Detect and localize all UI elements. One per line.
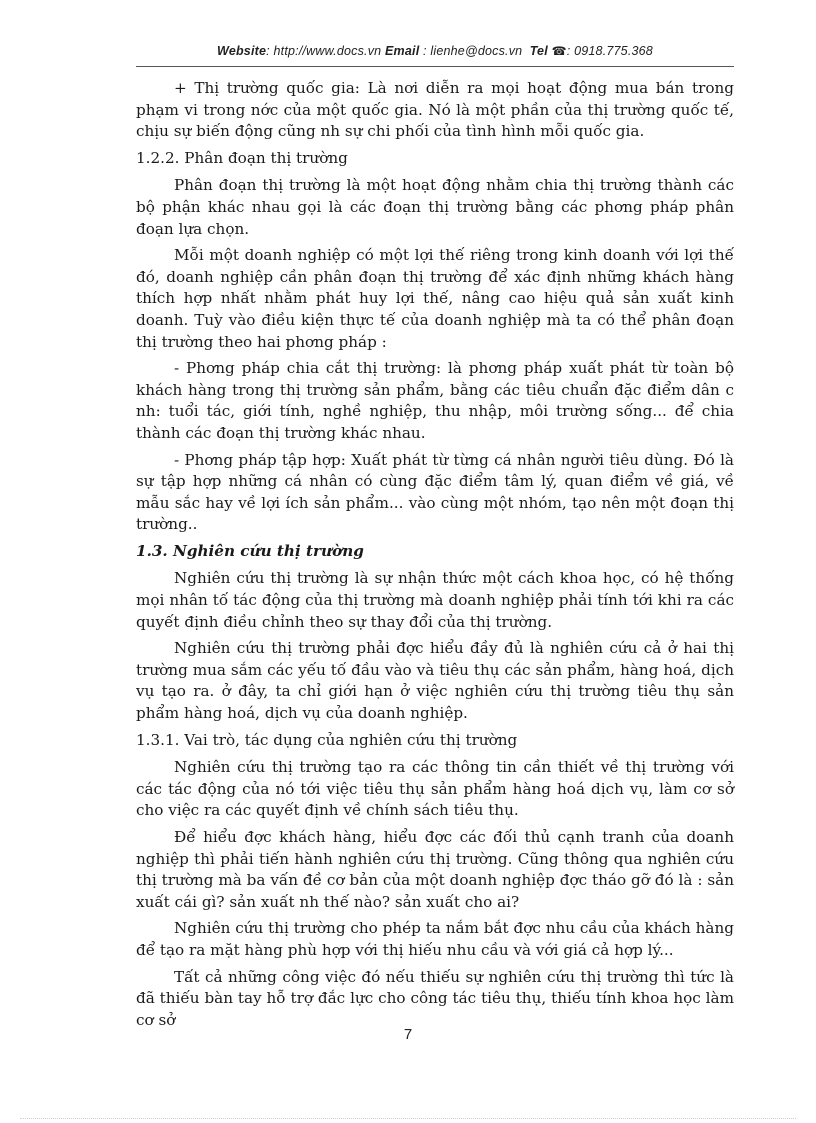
section-heading-1-3-1: 1.3.1. Vai trò, tác dụng của nghiên cứu thị trường: [136, 730, 518, 749]
paragraph-segmentation-purpose: Mỗi một doanh nghiệp có một lợi thế riêng trong kinh doanh với lợi thế đó, doanh nghiệp cần phân đoạn thị trường để xác định những khách hàng thích hợp nhất nhằm phát huy lợi thế, nâng cao hiệu quả sản xuất kinh doanh. Tuỳ vào điều kiện thực tế của doanh nghiệp mà ta có thể phân đoạn thị trường theo hai phơng pháp :: [136, 246, 734, 351]
email-value: : lienhe@docs.vn: [419, 44, 523, 58]
paragraph-method-division: - Phơng pháp chia cắt thị trường: là phơng pháp xuất phát từ toàn bộ khách hàng trong thị trường sản phẩm, bằng các tiêu chuẩn đặc điểm dân c nh: tuổi tác, giới tính, nghề nghiệp, thu nhập, môi trường sống... để chia thành các đoạn thị trường khác nhau.: [136, 359, 734, 442]
section-heading-1-2-2: 1.2.2. Phân đoạn thị trường: [136, 148, 348, 167]
tel-value: : 0918.775.368: [566, 44, 653, 58]
website-value: : http://www.docs.vn: [266, 44, 382, 58]
paragraph-segmentation-definition: Phân đoạn thị trường là một hoạt động nhằm chia thị trường thành các bộ phận khác nhau gọi là các đoạn thị trường bằng các phơng pháp phân đoạn lựa chọn.: [136, 176, 734, 238]
paragraph-research-demand: Nghiên cứu thị trường cho phép ta nắm bắt đợc nhu cầu của khách hàng để tạo ra mặt hàng phù hợp với thị hiếu nhu cầu và với giá cả hợp lý...: [136, 919, 734, 959]
tel-label: Tel: [529, 44, 548, 58]
page-number: 7: [403, 1026, 413, 1043]
paragraph-research-understanding: Để hiểu đợc khách hàng, hiểu đợc các đối thủ cạnh tranh của doanh nghiệp thì phải tiến hành nghiên cứu thị trường. Cũng thông qua nghiên cứu thị trường mà ba vấn đề cơ bản của một doanh nghiệp đợc tháo gỡ đó là : sản xuất cái gì? sản xuất nh thế nào? sản xuất cho ai?: [136, 828, 734, 911]
paragraph-research-information: Nghiên cứu thị trường tạo ra các thông tin cần thiết về thị trường với các tác động của nó tới việc tiêu thụ sản phẩm hàng hoá dịch vụ, làm cơ sở cho việc ra các quyết định về chính sách tiêu thụ.: [136, 758, 734, 820]
paragraph-method-grouping: - Phơng pháp tập hợp: Xuất phát từ từng cá nhân người tiêu dùng. Đó là sự tập hợp những cá nhân có cùng đặc điểm tâm lý, quan điểm về giá, về mẫu sắc hay về lợi ích sản phẩm... vào cùng một nhóm, tạo nên một đoạn thị trường..: [136, 450, 734, 534]
email-label: Email: [385, 44, 420, 58]
phone-icon: ☎: [551, 44, 567, 58]
bottom-border: [20, 1118, 796, 1119]
website-label: Website: [217, 44, 267, 58]
paragraph-national-market: + Thị trường quốc gia: Là nơi diễn ra mọi hoạt động mua bán trong phạm vi trong nớc của một quốc gia. Nó là một phần của thị trường quốc tế, chịu sự biến động cũng nh sự chi phối của tình hình mỗi quốc gia.: [136, 79, 734, 141]
section-heading-1-3: 1.3. Nghiên cứu thị trường: [136, 541, 364, 560]
paragraph-research-definition: Nghiên cứu thị trường là sự nhận thức một cách khoa học, có hệ thống mọi nhân tố tác động của thị trường mà doanh nghiệp phải tính tới khi ra các quyết định điều chỉnh theo sự thay đổi của thị trường.: [136, 569, 734, 631]
paragraph-research-importance: Tất cả những công việc đó nếu thiếu sự nghiên cứu thị trường thì tức là đã thiếu bàn tay hỗ trợ đắc lực cho công tác tiêu thụ, thiếu tính khoa học làm cơ sở: [136, 967, 734, 1029]
page-header: [136, 44, 734, 58]
paragraph-research-scope: Nghiên cứu thị trường phải đợc hiểu đầy đủ là nghiên cứu cả ở hai thị trường mua sắm các yếu tố đầu vào và tiêu thụ các sản phẩm, hàng hoá, dịch vụ tạo ra. ở đây, ta chỉ giới hạn ở việc nghiên cứu thị trường tiêu thụ sản phẩm hàng hoá, dịch vụ của doanh nghiệp.: [136, 639, 734, 723]
header-divider: [136, 66, 734, 67]
document-body: [136, 78, 734, 1036]
